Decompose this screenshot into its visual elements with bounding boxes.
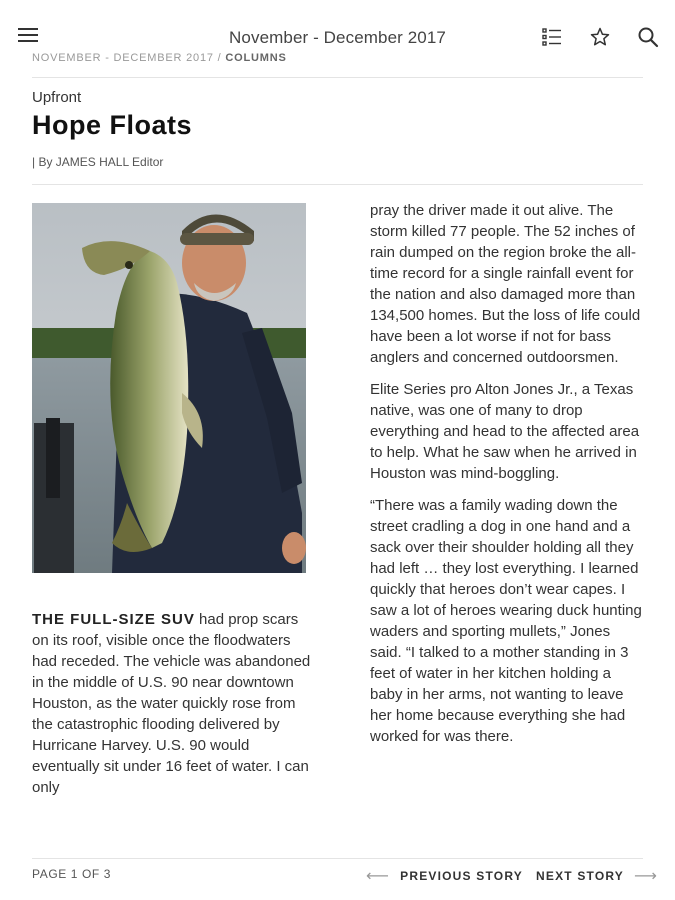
breadcrumb [32,52,287,66]
arrow-left-icon: ⟵ [366,868,391,885]
paragraph-text: had prop scars on its roof, visible once the floodwaters had receded. The vehicle was abandoned in the middle of U.S. 90 near downtown Houston, as the water quickly rose from the catastrophic flooding delivered by Hurricane Harvey. U.S. 90 would eventually sit under 16 feet of water. I can only [32,611,311,796]
breadcrumb-section[interactable]: COLUMNS [225,52,287,64]
article-title: Hope Floats [32,110,193,140]
article-paragraph [32,609,312,798]
arrow-right-icon: ⟶ [634,868,659,885]
byline: | By JAMES HALL Editor [32,155,164,169]
issue-title: November - December 2017 [229,28,446,47]
article-paragraph: Elite Series pro Alton Jones Jr., a Texas native, was one of many to drop everything and head to the affected area to help. What he saw when he arrived in Houston was mind-boggling. [370,381,640,482]
page-indicator: PAGE 1 OF 3 [32,867,112,881]
byline-divider [32,184,643,185]
section-label: Upfront [32,89,82,106]
article-paragraph: pray the driver made it out alive. The storm killed 77 people. The 52 inches of rain dumped on the region broke the all-time record for a single rainfall event for the nation and also damaged more than 134,500 homes. But the loss of life could have been a lot worse if not for bass anglers and concerned outdoorsmen. [370,202,641,366]
header-divider [32,77,643,78]
article-column-left [32,609,312,809]
article-photo [32,203,306,573]
next-story-button[interactable] [536,866,658,886]
next-story-label: NEXT STORY [536,869,625,883]
article-paragraph: “There was a family wading down the street cradling a dog in one hand and a sack over their shoulder holding all they had left … they lost everything. I learned quickly that heroes don’t wear capes. I saw a lot of heroes wearing duck hunting waders and sporting mullets,” Jones said. “I talked to a mother standing in 3 feet of water in her kitchen holding a baby in her arms, not wanting to leave her home because everything she had worked for was there. [370,497,642,745]
article-column-right [370,200,645,758]
footer-divider [32,858,643,859]
star-icon[interactable] [589,26,611,48]
previous-story-label: PREVIOUS STORY [400,869,523,883]
search-icon[interactable] [637,26,659,48]
previous-story-button[interactable] [366,866,523,886]
breadcrumb-issue: NOVEMBER - DECEMBER 2017 / [32,52,222,64]
top-bar [0,0,675,56]
lead-in: THE FULL-SIZE SUV [32,611,195,628]
list-icon[interactable] [541,26,563,48]
